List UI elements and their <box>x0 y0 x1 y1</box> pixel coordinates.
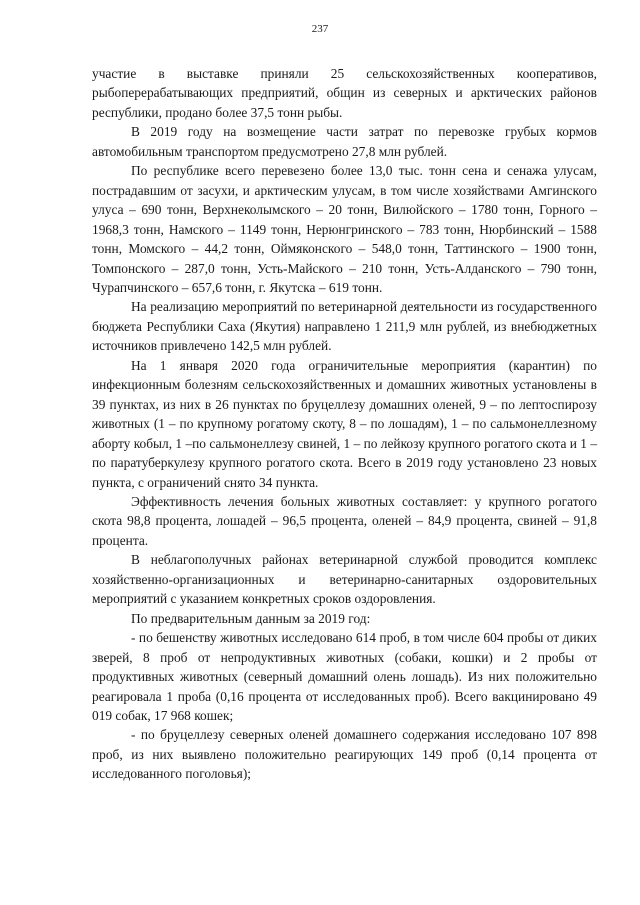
paragraph-exhibition: участие в выставке приняли 25 сельскохозяйственных кооперативов, рыбоперерабатывающих предприятий, общин из северных и арктических районов республики, продано более 37,5 тонн рыбы. <box>92 66 597 120</box>
paragraph-treatment-efficiency: Эффективность лечения больных животных составляет: у крупного рогатого скота 98,8 процента, лошадей – 96,5 процента, оленей – 84,9 процента, свиней – 91,8 процента. <box>92 493 597 548</box>
paragraph-quarantine: На 1 января 2020 года ограничительные мероприятия (карантин) по инфекционным болезням сельскохозяйственных и домашних животных установлены в 39 пунктах, из них в 26 пунктах по бруцеллезу домашних оленей, 9 – по лептоспирозу животных (1 – по крупному рогатому скоту, 8 – по лошадям), 1 – по сальмонеллезному аборту кобыл, 1 –по сальмонеллезу свиней, 1 – по лейкозу крупного рогатого скота и 1 – по паратуберкулезу крупного рогатого скота. Всего в 2019 году установлено 23 новых пункта, с ограничений снято 34 пункта. <box>92 357 598 490</box>
page-number: 237 <box>311 23 329 35</box>
paragraph-hay-delivery: По республике всего перевезено более 13,0 тыс. тонн сена и сенажа улусам, пострадавшим от засухи, и арктическим улусам, в том числе хозяйствами Амгинского улуса – 690 тонн, Верхнеколымского – 20 тонн, Вилюйского – 1780 тонн, Горного – 1968,3 тонн, Намского – 1149 тонн, Нерюнгринского – 783 тонн, Нюрбинский – 1588 тонн, Момского – 44,2 тонн, Оймяконского – 548,0 тонн, Таттинского – 1900 тонн, Томпонского – 287,0 тонн, Усть-Майского – 210 тонн, Усть-Алданского – 790 тонн, Чурапчинского – 657,6 тонн, г. Якутска – 619 тонн. <box>92 163 597 295</box>
list-item-rabies: - по бешенству животных исследовано 614 проб, в том числе 604 пробы от диких зверей, 8 проб от непродуктивных животных (собаки, кошки) и 2 пробы от продуктивных животных (северный домашний олень лошадь). Из них положительно реагировала 1 проба (0,16 процента от исследованных проб). Всего вакцинировано 49 019 собак, 17 968 кошек; <box>92 630 597 723</box>
paragraph-feed-transport-funding: В 2019 году на возмещение части затрат по перевозке грубых кормов автомобильным транспортом предусмотрено 27,8 млн рублей. <box>92 124 597 159</box>
paragraph-preliminary-data: По предварительным данным за 2019 год: <box>131 610 371 626</box>
page-body <box>92 64 597 784</box>
paragraph-veterinary-budget: На реализацию мероприятий по ветеринарной деятельности из государственного бюджета Республики Саха (Якутия) направлено 1 211,9 млн рублей, из внебюджетных источников привлечено 142,5 млн рублей. <box>92 299 597 354</box>
list-item-brucellosis: - по бруцеллезу северных оленей домашнего содержания исследовано 107 898 проб, из них выявлено положительно реагирующих 149 проб (0,14 процента от исследованного поголовья); <box>92 727 597 782</box>
paragraph-recovery-measures: В неблагополучных районах ветеринарной службой проводится комплекс хозяйственно-организационных и ветеринарно-санитарных оздоровительных мероприятий с указанием конкретных сроков оздоровления. <box>92 552 597 607</box>
